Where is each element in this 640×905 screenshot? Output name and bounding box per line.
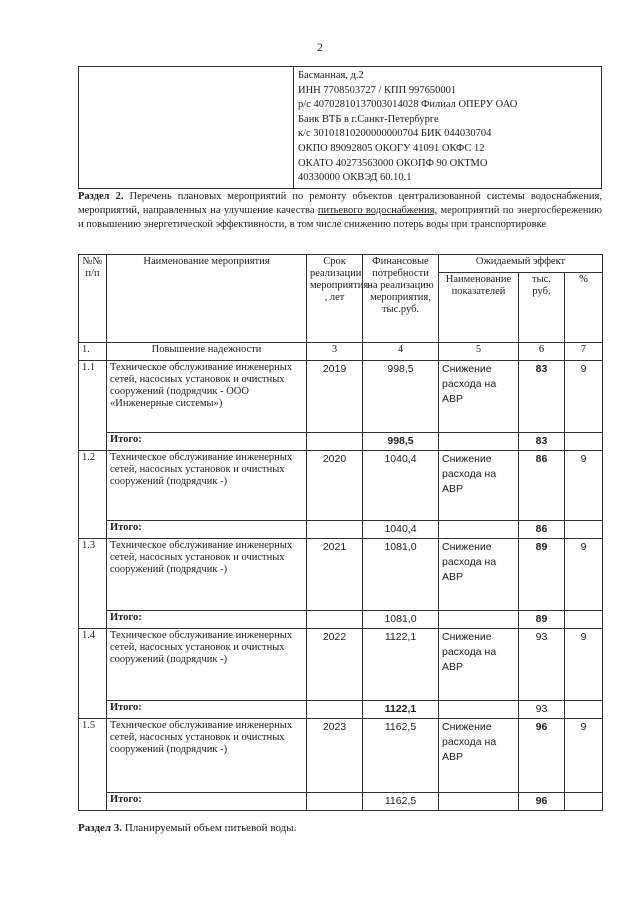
row-pct: 9 xyxy=(565,361,603,433)
requisites-cell xyxy=(294,67,602,189)
row-measure-name: Техническое обслуживание инженерных сетей, насосных установок и очистных сооружений (подрядчик -) xyxy=(107,539,307,611)
header-finance: Финансовые потребности на реализацию мероприятия, тыс.руб. xyxy=(363,255,439,343)
total-year-empty xyxy=(307,611,363,629)
section-3-label: Раздел 3. xyxy=(78,822,123,834)
total-pct-empty xyxy=(565,793,603,811)
measures-table xyxy=(78,254,603,811)
header-num: №№ п/п xyxy=(79,255,107,343)
total-year-empty xyxy=(307,521,363,539)
total-pct-empty xyxy=(565,521,603,539)
table-total-row xyxy=(79,793,603,811)
total-sum: 998,5 xyxy=(363,433,439,451)
total-year-empty xyxy=(307,433,363,451)
total-year-empty xyxy=(307,793,363,811)
total-value: 93 xyxy=(519,701,565,719)
row-value: 83 xyxy=(519,361,565,433)
colnum-1: 1. xyxy=(79,343,107,361)
section-2-label: Раздел 2. xyxy=(78,191,124,202)
total-indicator-empty xyxy=(439,793,519,811)
colnum-3: 3 xyxy=(307,343,363,361)
requisites-lines xyxy=(294,67,601,188)
table-row xyxy=(79,719,603,793)
requisites-line: Басманная, д.2 xyxy=(298,70,364,81)
requisites-line: 40330000 ОКВЭД 60.10.1 xyxy=(298,172,412,184)
row-measure-name: Техническое обслуживание инженерных сетей, насосных установок и очистных сооружений (подрядчик -) xyxy=(107,629,307,701)
table-total-row xyxy=(79,701,603,719)
total-indicator-empty xyxy=(439,701,519,719)
row-value: 93 xyxy=(519,629,565,701)
row-indicator: Снижение расхода на АВР xyxy=(439,719,519,793)
requisites-line: ОКАТО 40273563000 ОКОПФ 90 ОКТМО xyxy=(298,157,488,169)
requisites-line: к/с 30101810200000000704 БИК 044030704 xyxy=(298,128,492,140)
total-label: Итого: xyxy=(107,611,307,629)
table-row xyxy=(79,539,603,611)
row-year: 2020 xyxy=(307,451,363,521)
total-label: Итого: xyxy=(107,701,307,719)
section-2-heading xyxy=(78,190,602,232)
requisites-line: ОКПО 89092805 ОКОГУ 41091 ОКФС 12 xyxy=(298,142,485,154)
row-indicator: Снижение расхода на АВР xyxy=(439,629,519,701)
row-number: 1.3 xyxy=(79,539,107,629)
table-row xyxy=(79,451,603,521)
section-2-text-underlined: питьевого водоснабжения, xyxy=(317,205,438,216)
total-indicator-empty xyxy=(439,433,519,451)
total-label: Итого: xyxy=(107,433,307,451)
total-sum: 1081,0 xyxy=(363,611,439,629)
total-pct-empty xyxy=(565,433,603,451)
header-thous: тыс. руб. xyxy=(519,273,565,343)
section-3-heading xyxy=(78,822,296,834)
total-sum: 1162,5 xyxy=(363,793,439,811)
table-total-row xyxy=(79,611,603,629)
requisites-table xyxy=(78,66,602,189)
total-value: 89 xyxy=(519,611,565,629)
total-pct-empty xyxy=(565,611,603,629)
row-pct: 9 xyxy=(565,719,603,793)
row-year: 2022 xyxy=(307,629,363,701)
requisites-line: р/с 40702810137003014028 Филиал ОПЕРУ ОАО xyxy=(298,99,518,111)
row-sum: 998,5 xyxy=(363,361,439,433)
total-value: 86 xyxy=(519,521,565,539)
colnum-6: 6 xyxy=(519,343,565,361)
header-effect: Ожидаемый эффект xyxy=(439,255,603,273)
row-sum: 1040,4 xyxy=(363,451,439,521)
total-pct-empty xyxy=(565,701,603,719)
page-number: 2 xyxy=(317,40,323,54)
total-sum: 1040,4 xyxy=(363,521,439,539)
row-year: 2021 xyxy=(307,539,363,611)
total-label: Итого: xyxy=(107,521,307,539)
row-value: 89 xyxy=(519,539,565,611)
header-name: Наименование мероприятия xyxy=(107,255,307,343)
requisites-line: ИНН 7708503727 / КПП 997650001 xyxy=(298,84,457,96)
row-measure-name: Техническое обслуживание инженерных сетей, насосных установок и очистных сооружений (подрядчик - ООО «Инженерные системы») xyxy=(107,361,307,433)
total-value: 96 xyxy=(519,793,565,811)
total-indicator-empty xyxy=(439,521,519,539)
requisites-line: Банк ВТБ в г.Санкт-Петербурге xyxy=(298,113,439,125)
row-sum: 1162,5 xyxy=(363,719,439,793)
row-year: 2023 xyxy=(307,719,363,793)
total-year-empty xyxy=(307,701,363,719)
row-pct: 9 xyxy=(565,629,603,701)
row-pct: 9 xyxy=(565,539,603,611)
table-total-row xyxy=(79,433,603,451)
column-numbers-row xyxy=(79,343,603,361)
colnum-2: Повышение надежности xyxy=(107,343,307,361)
row-measure-name: Техническое обслуживание инженерных сетей, насосных установок и очистных сооружений (подрядчик -) xyxy=(107,719,307,793)
row-pct: 9 xyxy=(565,451,603,521)
requisites-empty-cell xyxy=(79,67,294,189)
header-term: Срок реализации мероприятия , лет xyxy=(307,255,363,343)
row-number: 1.4 xyxy=(79,629,107,719)
row-sum: 1081,0 xyxy=(363,539,439,611)
row-number: 1.2 xyxy=(79,451,107,539)
header-pct: % xyxy=(565,273,603,343)
row-indicator: Снижение расхода на АВР xyxy=(439,539,519,611)
total-label: Итого: xyxy=(107,793,307,811)
colnum-7: 7 xyxy=(565,343,603,361)
table-row xyxy=(79,629,603,701)
total-value: 83 xyxy=(519,433,565,451)
table-row xyxy=(79,361,603,433)
section-2-text-b: мероприятий по энергосбережению и повышению энергетической эффективности, в том числе снижению потерь воды при транспортировке xyxy=(78,205,602,230)
row-year: 2019 xyxy=(307,361,363,433)
row-sum: 1122,1 xyxy=(363,629,439,701)
section-3-text: Планируемый объем питьевой воды. xyxy=(122,822,297,834)
row-number: 1.5 xyxy=(79,719,107,811)
total-indicator-empty xyxy=(439,611,519,629)
header-indicator: Наименование показателей xyxy=(439,273,519,343)
total-sum: 1122,1 xyxy=(363,701,439,719)
row-measure-name: Техническое обслуживание инженерных сетей, насосных установок и очистных сооружений (подрядчик -) xyxy=(107,451,307,521)
colnum-4: 4 xyxy=(363,343,439,361)
row-indicator: Снижение расхода на АВР xyxy=(439,361,519,433)
table-total-row xyxy=(79,521,603,539)
section-2-text-a: Перечень плановых мероприятий по ремонту объектов централизованной системы водоснабжения, мероприятий, направленных на улучшение качества xyxy=(78,191,603,216)
row-indicator: Снижение расхода на АВР xyxy=(439,451,519,521)
row-value: 96 xyxy=(519,719,565,793)
row-number: 1.1 xyxy=(79,361,107,451)
colnum-5: 5 xyxy=(439,343,519,361)
row-value: 86 xyxy=(519,451,565,521)
